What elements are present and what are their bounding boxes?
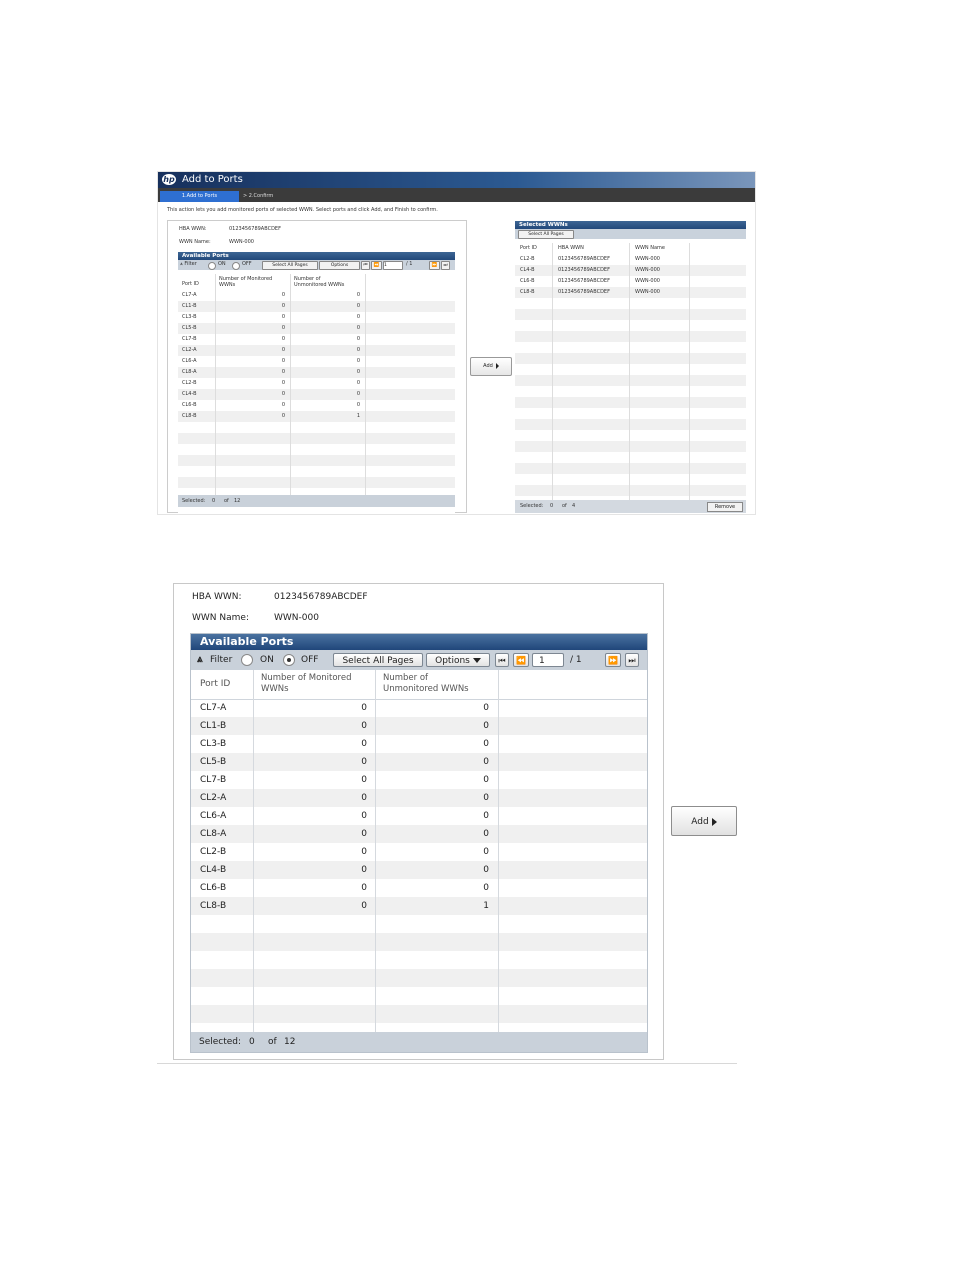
port-id-cell: CL7-B — [182, 336, 197, 342]
wwn-name-value-large: WWN-000 — [274, 613, 319, 623]
prev-page-button-large[interactable]: ⏪ — [513, 653, 529, 667]
filter-on-label: ON — [218, 261, 226, 267]
next-page-button-large[interactable]: ⏩ — [605, 653, 621, 667]
footer-selected-label-large: Selected: — [199, 1037, 242, 1047]
table-row[interactable] — [178, 378, 455, 389]
available-ports-header: Available Ports — [178, 252, 455, 260]
selected-footer-label: Selected: — [520, 503, 544, 509]
table-row[interactable] — [191, 699, 648, 717]
monitored-count-cell: 0 — [361, 865, 367, 875]
monitored-count-cell: 0 — [361, 811, 367, 821]
col-selected-wwn-name[interactable]: WWN Name — [635, 245, 665, 251]
table-row[interactable] — [178, 301, 455, 312]
selected-wwns-panel — [515, 221, 746, 513]
col-selected-port-id[interactable]: Port ID — [520, 245, 537, 251]
table-row[interactable] — [515, 419, 746, 430]
selected-footer-of: of — [562, 503, 567, 509]
table-row[interactable] — [178, 455, 455, 466]
options-button[interactable]: Options — [319, 261, 360, 270]
selected-hba-wwn-cell: 0123456789ABCDEF — [558, 289, 610, 295]
intro-text: This action lets you add monitored ports of selected WWN. Select ports and click Add, and Finish to confirm. — [167, 207, 438, 213]
table-header-row — [191, 670, 648, 700]
table-row[interactable] — [515, 485, 746, 496]
table-row[interactable] — [191, 807, 648, 825]
unmonitored-count-cell: 0 — [356, 369, 360, 375]
available-ports-footer — [191, 1032, 648, 1052]
table-row[interactable] — [191, 753, 648, 771]
table-row[interactable] — [515, 287, 746, 298]
table-row[interactable] — [191, 915, 648, 933]
table-row[interactable] — [515, 364, 746, 375]
unmonitored-count-cell: 0 — [483, 811, 489, 821]
table-row[interactable] — [178, 411, 455, 422]
monitored-count-cell: 0 — [281, 369, 285, 375]
port-id-cell: CL7-A — [182, 292, 197, 298]
port-id-cell: CL7-B — [200, 775, 227, 785]
unmonitored-count-cell: 0 — [356, 292, 360, 298]
col-unmonitored[interactable]: Number of — [294, 276, 321, 282]
table-row[interactable] — [515, 474, 746, 485]
last-page-button-large[interactable]: ⏭ — [625, 653, 639, 667]
unmonitored-count-cell: 0 — [356, 358, 360, 364]
port-id-cell: CL1-B — [200, 721, 227, 731]
table-row[interactable] — [191, 861, 648, 879]
port-id-cell: CL8-A — [200, 829, 227, 839]
monitored-count-cell: 0 — [281, 336, 285, 342]
unmonitored-count-cell: 0 — [483, 703, 489, 713]
unmonitored-count-cell: 0 — [356, 391, 360, 397]
monitored-count-cell: 0 — [361, 757, 367, 767]
unmonitored-count-cell: 0 — [483, 721, 489, 731]
footer-selected-count-large: 0 — [249, 1037, 255, 1047]
add-button[interactable] — [671, 806, 737, 836]
play-arrow-icon — [496, 363, 499, 369]
monitored-count-cell: 0 — [281, 303, 285, 309]
options-dropdown-button[interactable] — [426, 653, 490, 667]
footer-total-large: 12 — [284, 1037, 296, 1047]
table-row[interactable] — [178, 312, 455, 323]
add-button-label: Add — [483, 363, 493, 369]
hp-logo: hp — [163, 175, 175, 184]
add-to-ports-dialog — [158, 172, 755, 514]
footer-of: of — [224, 498, 229, 504]
table-row[interactable] — [515, 331, 746, 342]
column-divider — [253, 670, 254, 1032]
filter-off-radio-large[interactable] — [283, 654, 295, 666]
monitored-count-cell: 0 — [281, 347, 285, 353]
available-ports-panel-small — [167, 220, 467, 513]
next-page-button[interactable]: ⏩ — [429, 261, 440, 270]
footer-selected-label: Selected: — [182, 498, 206, 504]
filter-label[interactable]: Filter — [210, 655, 233, 665]
col-monitored-line2: WWNs — [219, 282, 236, 288]
table-row[interactable] — [515, 397, 746, 408]
footer-total: 12 — [234, 498, 241, 504]
unmonitored-count-cell: 1 — [483, 901, 489, 911]
table-row[interactable] — [178, 389, 455, 400]
port-id-cell: CL3-B — [182, 314, 197, 320]
unmonitored-count-cell: 0 — [483, 775, 489, 785]
col-header-unmonitored[interactable]: Number of — [383, 673, 429, 683]
play-arrow-icon — [712, 818, 717, 826]
port-id-cell: CL2-B — [200, 847, 227, 857]
monitored-count-cell: 0 — [281, 402, 285, 408]
selected-port-id-cell: CL4-B — [520, 267, 535, 273]
col-port-id[interactable]: Port ID — [182, 281, 199, 287]
port-id-cell: CL6-A — [182, 358, 197, 364]
monitored-count-cell: 0 — [281, 314, 285, 320]
available-ports-toolbar-large — [191, 650, 648, 670]
table-row[interactable] — [515, 452, 746, 463]
table-row[interactable] — [191, 717, 648, 735]
first-page-button-large[interactable]: ⏮ — [495, 653, 509, 667]
monitored-count-cell: 0 — [281, 325, 285, 331]
port-id-cell: CL4-B — [182, 391, 197, 397]
select-all-pages-button-large[interactable]: Select All Pages — [333, 653, 423, 667]
available-ports-table-small — [178, 252, 455, 514]
wizard-step-confirm[interactable]: > 2.Confirm — [243, 193, 274, 199]
selected-footer-count: 0 — [550, 503, 554, 509]
table-row[interactable] — [191, 987, 648, 1005]
hba-wwn-value: 0123456789ABCDEF — [229, 226, 281, 232]
last-page-button[interactable]: ⏭ — [441, 261, 450, 270]
monitored-count-cell: 0 — [281, 358, 285, 364]
table-row[interactable] — [515, 430, 746, 441]
port-id-cell: CL5-B — [182, 325, 197, 331]
table-row[interactable] — [191, 843, 648, 861]
col-header-monitored-line2: WWNs — [261, 684, 289, 694]
selected-wwn-name-cell: WWN-000 — [635, 256, 660, 262]
unmonitored-count-cell: 1 — [356, 413, 360, 419]
col-selected-hba-wwn[interactable]: HBA WWN — [558, 245, 584, 251]
table-row[interactable] — [515, 342, 746, 353]
table-row[interactable] — [178, 444, 455, 455]
monitored-count-cell: 0 — [281, 380, 285, 386]
monitored-count-cell: 0 — [361, 703, 367, 713]
filter-off-radio[interactable] — [232, 262, 240, 270]
col-header-unmonitored-line2: Unmonitored WWNs — [383, 684, 469, 694]
available-ports-table — [190, 633, 648, 1053]
port-id-cell: CL1-B — [182, 303, 197, 309]
port-id-cell: CL5-B — [200, 757, 227, 767]
unmonitored-count-cell: 0 — [483, 829, 489, 839]
page-total: / 1 — [406, 261, 413, 267]
unmonitored-count-cell: 0 — [356, 325, 360, 331]
selected-wwns-toolbar — [515, 229, 746, 239]
port-id-cell: CL4-B — [200, 865, 227, 875]
options-label: Options — [435, 656, 470, 666]
table-row[interactable] — [515, 441, 746, 452]
add-button-label-large: Add — [691, 817, 709, 827]
port-id-cell: CL2-B — [182, 380, 197, 386]
table-row[interactable] — [515, 463, 746, 474]
unmonitored-count-cell: 0 — [483, 793, 489, 803]
wwn-name-value: WWN-000 — [229, 239, 254, 245]
column-divider — [689, 243, 690, 500]
hba-wwn-label: HBA WWN: — [179, 226, 207, 232]
monitored-count-cell: 0 — [361, 793, 367, 803]
unmonitored-count-cell: 0 — [356, 347, 360, 353]
col-monitored[interactable]: Number of Monitored — [219, 276, 273, 282]
column-divider — [629, 243, 630, 500]
unmonitored-count-cell: 0 — [356, 314, 360, 320]
monitored-count-cell: 0 — [281, 391, 285, 397]
selected-port-id-cell: CL2-B — [520, 256, 535, 262]
table-row[interactable] — [191, 1005, 648, 1023]
table-row[interactable] — [178, 345, 455, 356]
table-row[interactable] — [178, 422, 455, 433]
selected-wwn-name-cell: WWN-000 — [635, 267, 660, 273]
available-ports-toolbar — [178, 260, 455, 270]
port-id-cell: CL2-A — [182, 347, 197, 353]
chevron-down-icon — [473, 658, 481, 663]
unmonitored-count-cell: 0 — [483, 739, 489, 749]
column-divider — [215, 274, 216, 495]
table-row[interactable] — [178, 323, 455, 334]
hba-wwn-value-large: 0123456789ABCDEF — [274, 592, 368, 602]
selected-wwn-name-cell: WWN-000 — [635, 278, 660, 284]
monitored-count-cell: 0 — [361, 847, 367, 857]
port-id-cell: CL3-B — [200, 739, 227, 749]
table-row[interactable] — [515, 298, 746, 309]
selected-port-id-cell: CL8-B — [520, 289, 535, 295]
table-row[interactable] — [191, 789, 648, 807]
unmonitored-count-cell: 0 — [356, 336, 360, 342]
filter-off-label-large: OFF — [301, 655, 319, 665]
hba-wwn-label-large: HBA WWN: — [192, 592, 242, 602]
filter-on-radio[interactable] — [208, 262, 216, 270]
footer-of-large: of — [268, 1037, 277, 1047]
available-ports-title: Available Ports — [200, 635, 294, 648]
page-total-large: / 1 — [570, 655, 582, 665]
filter-on-label-large: ON — [260, 655, 274, 665]
table-row[interactable] — [178, 367, 455, 378]
table-row[interactable] — [191, 933, 648, 951]
selected-select-all-button[interactable]: Select All Pages — [518, 230, 574, 239]
table-row[interactable] — [178, 466, 455, 477]
port-id-cell: CL6-B — [200, 883, 227, 893]
port-id-cell: CL8-B — [200, 901, 227, 911]
column-divider — [290, 274, 291, 495]
table-row[interactable] — [191, 951, 648, 969]
table-row[interactable] — [515, 386, 746, 397]
port-id-cell: CL7-A — [200, 703, 227, 713]
selected-hba-wwn-cell: 0123456789ABCDEF — [558, 278, 610, 284]
monitored-count-cell: 0 — [361, 883, 367, 893]
table-row[interactable] — [178, 433, 455, 444]
add-button-small[interactable] — [470, 357, 512, 376]
selected-hba-wwn-cell: 0123456789ABCDEF — [558, 267, 610, 273]
selected-port-id-cell: CL6-B — [520, 278, 535, 284]
port-id-cell: CL2-A — [200, 793, 227, 803]
selected-wwn-name-cell: WWN-000 — [635, 289, 660, 295]
unmonitored-count-cell: 0 — [483, 883, 489, 893]
dialog-title: Add to Ports — [182, 174, 243, 185]
unmonitored-count-cell: 0 — [356, 402, 360, 408]
unmonitored-count-cell: 0 — [356, 303, 360, 309]
select-all-pages-button[interactable]: Select All Pages — [262, 261, 318, 270]
table-row[interactable] — [515, 276, 746, 287]
table-row[interactable] — [178, 356, 455, 367]
monitored-count-cell: 0 — [281, 413, 285, 419]
filter-off-label: OFF — [242, 261, 252, 267]
filter-toggle[interactable]: ⩓ Filter — [180, 261, 197, 267]
wizard-step-add-to-ports[interactable]: 1.Add to Ports — [160, 191, 239, 202]
monitored-count-cell: 0 — [281, 292, 285, 298]
column-divider — [365, 274, 366, 495]
selected-wwns-header: Selected WWNs — [515, 221, 746, 229]
unmonitored-count-cell: 0 — [356, 380, 360, 386]
column-divider — [498, 670, 499, 1032]
table-row[interactable] — [515, 353, 746, 364]
port-id-cell: CL6-B — [182, 402, 197, 408]
unmonitored-count-cell: 0 — [483, 847, 489, 857]
table-row[interactable] — [515, 320, 746, 331]
col-header-port-id[interactable]: Port ID — [200, 679, 231, 689]
prev-page-button[interactable]: ⏪ — [371, 261, 382, 270]
wwn-name-label: WWN Name: — [179, 239, 211, 245]
filter-on-radio-large[interactable] — [241, 654, 253, 666]
monitored-count-cell: 0 — [361, 739, 367, 749]
column-divider — [552, 243, 553, 500]
table-row[interactable] — [178, 334, 455, 345]
table-row[interactable] — [515, 408, 746, 419]
table-row[interactable] — [191, 771, 648, 789]
table-row[interactable] — [191, 969, 648, 987]
available-ports-footer-small — [178, 495, 455, 507]
port-id-cell: CL8-B — [182, 413, 197, 419]
col-unmonitored-line2: Unmonitored WWNs — [294, 282, 345, 288]
monitored-count-cell: 0 — [361, 775, 367, 785]
divider — [157, 1063, 737, 1064]
table-row[interactable] — [191, 879, 648, 897]
wwn-name-label-large: WWN Name: — [192, 613, 249, 623]
table-row[interactable] — [191, 825, 648, 843]
table-row[interactable] — [191, 897, 648, 915]
selected-footer-total: 4 — [572, 503, 576, 509]
dialog-title-bar — [158, 172, 755, 188]
table-row[interactable] — [515, 309, 746, 320]
column-divider — [375, 670, 376, 1032]
monitored-count-cell: 0 — [361, 901, 367, 911]
monitored-count-cell: 0 — [361, 721, 367, 731]
col-header-monitored[interactable]: Number of Monitored — [261, 673, 352, 683]
table-row[interactable] — [178, 477, 455, 488]
unmonitored-count-cell: 0 — [483, 865, 489, 875]
table-row[interactable] — [178, 290, 455, 301]
first-page-button[interactable]: ⏮ — [361, 261, 370, 270]
footer-selected-count: 0 — [212, 498, 216, 504]
table-row[interactable] — [515, 254, 746, 265]
port-id-cell: CL8-A — [182, 369, 197, 375]
table-row[interactable] — [515, 265, 746, 276]
page-input[interactable]: 1 — [383, 261, 403, 270]
monitored-count-cell: 0 — [361, 829, 367, 839]
remove-button[interactable]: Remove — [707, 502, 743, 512]
unmonitored-count-cell: 0 — [483, 757, 489, 767]
collapse-up-icon[interactable]: ⩓ — [197, 654, 203, 665]
table-row[interactable] — [515, 375, 746, 386]
port-id-cell: CL6-A — [200, 811, 227, 821]
table-row[interactable] — [191, 735, 648, 753]
page-number-input[interactable]: 1 — [532, 653, 564, 667]
available-ports-title-bar — [191, 634, 648, 650]
selected-hba-wwn-cell: 0123456789ABCDEF — [558, 256, 610, 262]
table-row[interactable] — [178, 400, 455, 411]
